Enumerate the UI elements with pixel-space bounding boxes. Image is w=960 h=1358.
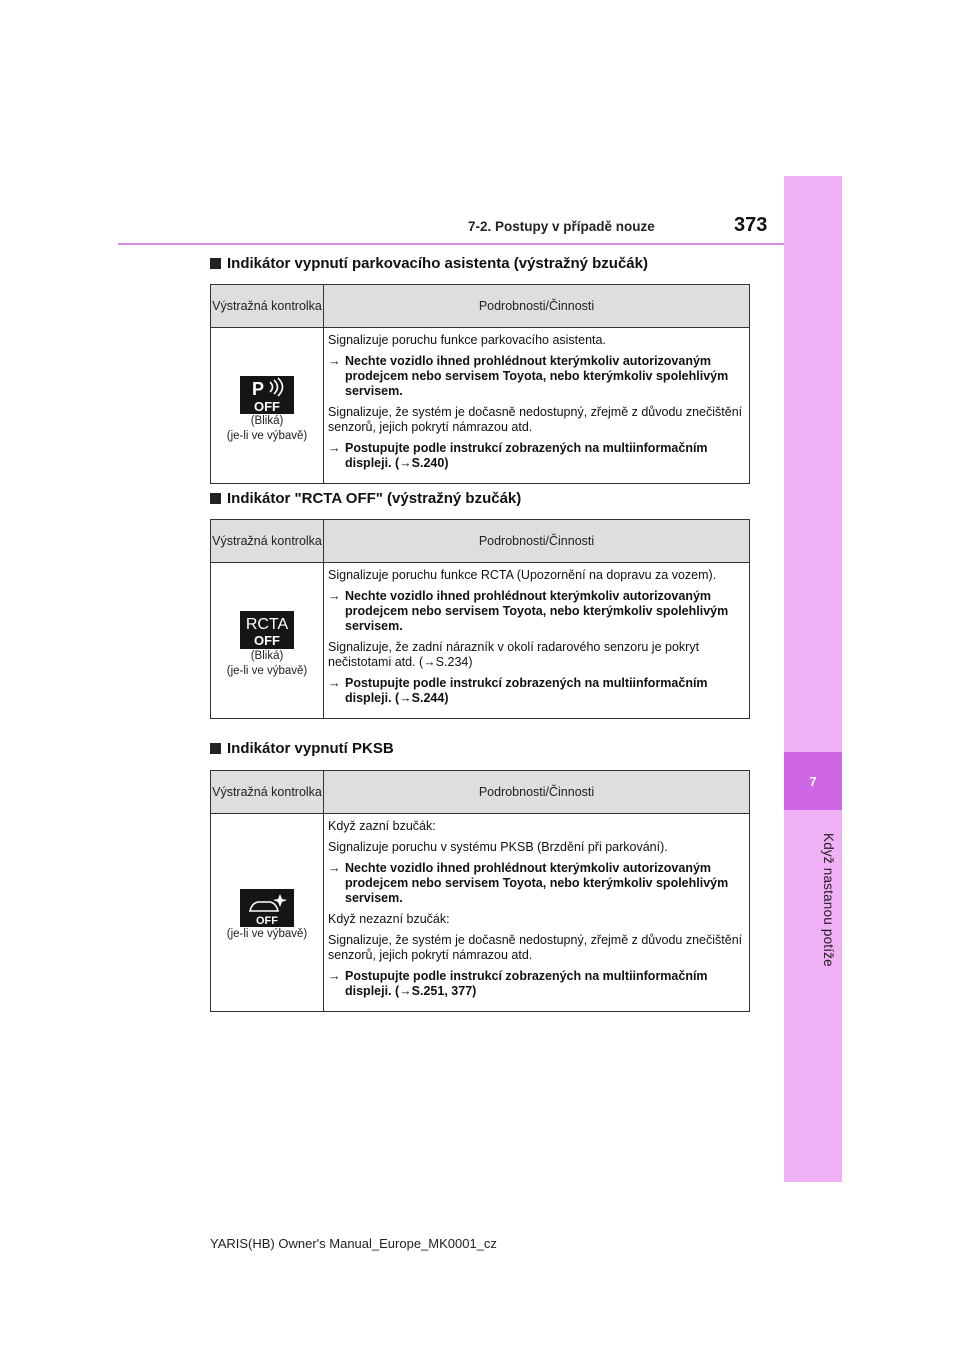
icon-off-text: OFF [254, 632, 280, 648]
action-text: Nechte vozidlo ihned prohlédnout kterýmkoliv autorizovaným prodejcem nebo servisem Toyota, nebo kterýmkoliv spolehlivým servisem. [345, 354, 729, 398]
icon-note-blink: (Bliká) [250, 649, 284, 662]
detail-text: Signalizuje, že systém je dočasně nedostupný, zřejmě z důvodu znečištění senzorů, jejich pokrytí námrazou atd. [328, 933, 743, 962]
section-title-pksb [210, 740, 394, 757]
action-text: Postupujte podle instrukcí zobrazených na multiinformačním displeji. (→S.240) [345, 441, 708, 470]
action-text: Nechte vozidlo ihned prohlédnout kterýmkoliv autorizovaným prodejcem nebo servisem Toyota, nebo kterýmkoliv spolehlivým servisem. [345, 589, 729, 633]
details-cell [324, 814, 750, 1012]
bullet-square-icon [210, 258, 221, 269]
section-title-text: Indikátor "RCTA OFF" (výstražný bzučák) [227, 490, 522, 507]
icon-off-text: OFF [254, 398, 280, 414]
col-header-details: Podrobnosti/Činnosti [324, 520, 750, 563]
action-item [328, 354, 744, 399]
icon-note-optional: (je-li ve výbavě) [226, 928, 308, 940]
section-heading: 7-2. Postupy v případě nouze [468, 219, 655, 234]
detail-text: Když nezazní bzučák: [328, 912, 450, 926]
footer-manual-id: YARIS(HB) Owner's Manual_Europe_MK0001_cz [210, 1236, 497, 1251]
col-header-warning-light: Výstražná kontrolka [211, 520, 324, 563]
icon-cell [211, 328, 324, 484]
icon-cell [211, 563, 324, 719]
detail-text: Signalizuje, že systém je dočasně nedostupný, zřejmě z důvodu znečištění senzorů, jejich pokrytí námrazou atd. [328, 405, 743, 434]
parking-assist-off-icon [240, 376, 294, 414]
detail-text: Signalizuje poruchu v systému PKSB (Brzdění při parkování). [328, 840, 668, 854]
arrow-right-icon: → [328, 861, 341, 875]
col-header-details: Podrobnosti/Činnosti [324, 285, 750, 328]
arrow-right-icon: → [328, 354, 341, 368]
bullet-square-icon [210, 493, 221, 504]
pksb-off-graphic [240, 889, 294, 927]
chapter-number-badge [784, 752, 842, 810]
action-item [328, 589, 744, 634]
pksb-off-icon [240, 889, 294, 927]
table-row [211, 328, 750, 484]
header-divider [118, 243, 784, 245]
warning-table-rcta [210, 519, 750, 719]
warning-table-pksb [210, 770, 750, 1012]
detail-text: Signalizuje poruchu funkce RCTA (Upozornění na dopravu za vozem). [328, 568, 717, 582]
arrow-right-icon: → [328, 969, 341, 983]
details-cell [324, 328, 750, 484]
action-item [328, 676, 744, 706]
parking-assist-off-graphic [240, 376, 294, 414]
table-row [211, 563, 750, 719]
table-row [211, 814, 750, 1012]
action-text: Nechte vozidlo ihned prohlédnout kterýmkoliv autorizovaným prodejcem nebo servisem Toyota, nebo kterýmkoliv spolehlivým servisem. [345, 861, 729, 905]
col-header-details: Podrobnosti/Činnosti [324, 771, 750, 814]
bullet-square-icon [210, 743, 221, 754]
table-header-row [211, 520, 750, 563]
icon-note-optional: (je-li ve výbavě) [226, 664, 308, 677]
chapter-number: 7 [809, 773, 817, 789]
icon-letter: P [252, 378, 265, 399]
arrow-right-icon: → [328, 676, 341, 690]
detail-text: Signalizuje poruchu funkce parkovacího asistenta. [328, 333, 606, 347]
icon-off-text: OFF [256, 915, 278, 927]
icon-note-optional: (je-li ve výbavě) [226, 429, 308, 442]
section-title-text: Indikátor vypnutí parkovacího asistenta (výstražný bzučák) [227, 255, 648, 272]
rcta-off-graphic [240, 611, 294, 649]
arrow-right-icon: → [328, 441, 341, 455]
page-number: 373 [734, 214, 768, 236]
section-title-text: Indikátor vypnutí PKSB [227, 740, 394, 757]
arrow-right-icon: → [328, 589, 341, 603]
icon-cell [211, 814, 324, 1012]
detail-text: Signalizuje, že zadní nárazník v okolí radarového senzoru je pokryt nečistotami atd. (→S.234) [328, 640, 700, 669]
detail-text: Když zazní bzučák: [328, 819, 436, 833]
col-header-warning-light: Výstražná kontrolka [211, 285, 324, 328]
details-cell [324, 563, 750, 719]
rcta-off-icon [240, 611, 294, 649]
action-item [328, 969, 744, 999]
table-header-row [211, 285, 750, 328]
icon-note-blink: (Bliká) [250, 414, 284, 427]
icon-rcta-text: RCTA [245, 615, 289, 633]
action-item [328, 441, 744, 471]
warning-table-parking-assist [210, 284, 750, 484]
table-header-row [211, 771, 750, 814]
section-title-parking-assist [210, 255, 648, 272]
section-title-rcta [210, 490, 521, 507]
chapter-label: Když nastanou potíže [821, 833, 836, 967]
col-header-warning-light: Výstražná kontrolka [211, 771, 324, 814]
action-item [328, 861, 744, 906]
action-text: Postupujte podle instrukcí zobrazených na multiinformačním displeji. (→S.251, 377) [345, 969, 708, 998]
action-text: Postupujte podle instrukcí zobrazených na multiinformačním displeji. (→S.244) [345, 676, 708, 705]
chapter-side-tab [784, 176, 842, 1182]
